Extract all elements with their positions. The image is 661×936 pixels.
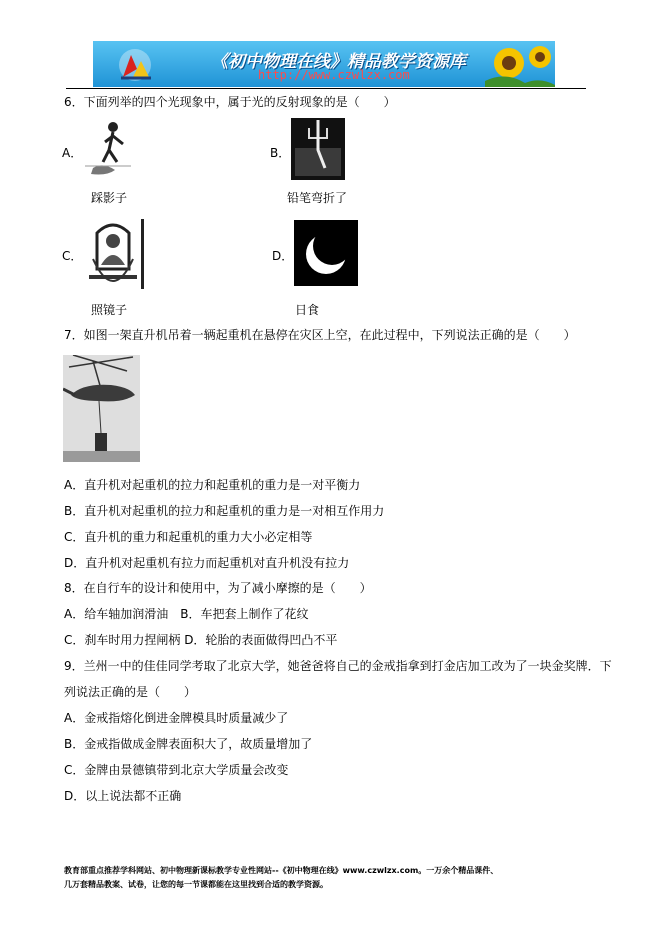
q6-stem: 6．下面列举的四个光现象中，属于光的反射现象的是（ ） xyxy=(64,95,396,109)
q6-option-c-letter: C． xyxy=(62,249,83,263)
q9-option-c: C．金牌由景德镇带到北京大学质量会改变 xyxy=(64,763,289,777)
mirror-reflection-image xyxy=(83,219,145,289)
q6-option-b-caption: 铅笔弯折了 xyxy=(287,191,348,205)
q6-option-a-letter: A． xyxy=(62,146,83,160)
q9-option-a: A．金戒指熔化倒进金牌模具时质量减少了 xyxy=(64,711,289,725)
q7-option-c: C．直升机的重力和起重机的重力大小必定相等 xyxy=(64,530,313,544)
logo-icon xyxy=(115,47,155,83)
footer-line-1: 教育部重点推荐学科网站、初中物理新课标教学专业性网站--《初中物理在线》www.czwlzx.com。一万余个精品课件、 xyxy=(64,866,499,875)
helicopter-lifting-crane-image xyxy=(63,355,140,462)
q9-option-d: D．以上说法都不正确 xyxy=(64,789,182,803)
q8-options-line1: A．给车轴加润滑油 B．车把套上制作了花纹 xyxy=(64,607,309,621)
q9-stem-line1: 9．兰州一中的佳佳同学考取了北京大学，她爸爸将自己的金戒指拿到打金店加工改为了一块金奖牌．下 xyxy=(64,659,612,673)
q7-option-d: D．直升机对起重机有拉力而起重机对直升机没有拉力 xyxy=(64,556,350,570)
header-divider xyxy=(66,88,586,89)
stepping-on-shadow-image xyxy=(83,118,133,178)
q7-stem: 7．如图一架直升机吊着一辆起重机在悬停在灾区上空，在此过程中，下列说法正确的是（ ） xyxy=(64,328,576,342)
q6-option-c-caption: 照镜子 xyxy=(91,303,128,317)
bent-pencil-image xyxy=(291,118,345,180)
sunflower-icon xyxy=(485,41,555,87)
banner-url[interactable]: http://www.czwlzx.com xyxy=(258,68,410,82)
q9-option-b: B．金戒指做成金牌表面积大了，故质量增加了 xyxy=(64,737,313,751)
q6-option-d-caption: 日食 xyxy=(295,303,320,317)
header-banner xyxy=(93,41,555,87)
q9-stem-line2: 列说法正确的是（ ） xyxy=(64,685,197,699)
q8-stem: 8．在自行车的设计和使用中，为了减小摩擦的是（ ） xyxy=(64,581,372,595)
banner-title: 《初中物理在线》精品教学资源库 xyxy=(211,52,466,72)
q6-option-b-letter: B． xyxy=(270,146,291,160)
q6-option-a-caption: 踩影子 xyxy=(91,191,128,205)
solar-eclipse-image xyxy=(294,220,358,286)
q8-options-line2: C．刹车时用力捏闸柄 D．轮胎的表面做得凹凸不平 xyxy=(64,633,338,647)
q7-option-a: A．直升机对起重机的拉力和起重机的重力是一对平衡力 xyxy=(64,478,361,492)
q7-option-b: B．直升机对起重机的拉力和起重机的重力是一对相互作用力 xyxy=(64,504,385,518)
q6-option-d-letter: D． xyxy=(272,249,294,263)
footer-line-2: 几万套精品教案、试卷，让您的每一节课都能在这里找到合适的教学资源。 xyxy=(64,880,328,889)
